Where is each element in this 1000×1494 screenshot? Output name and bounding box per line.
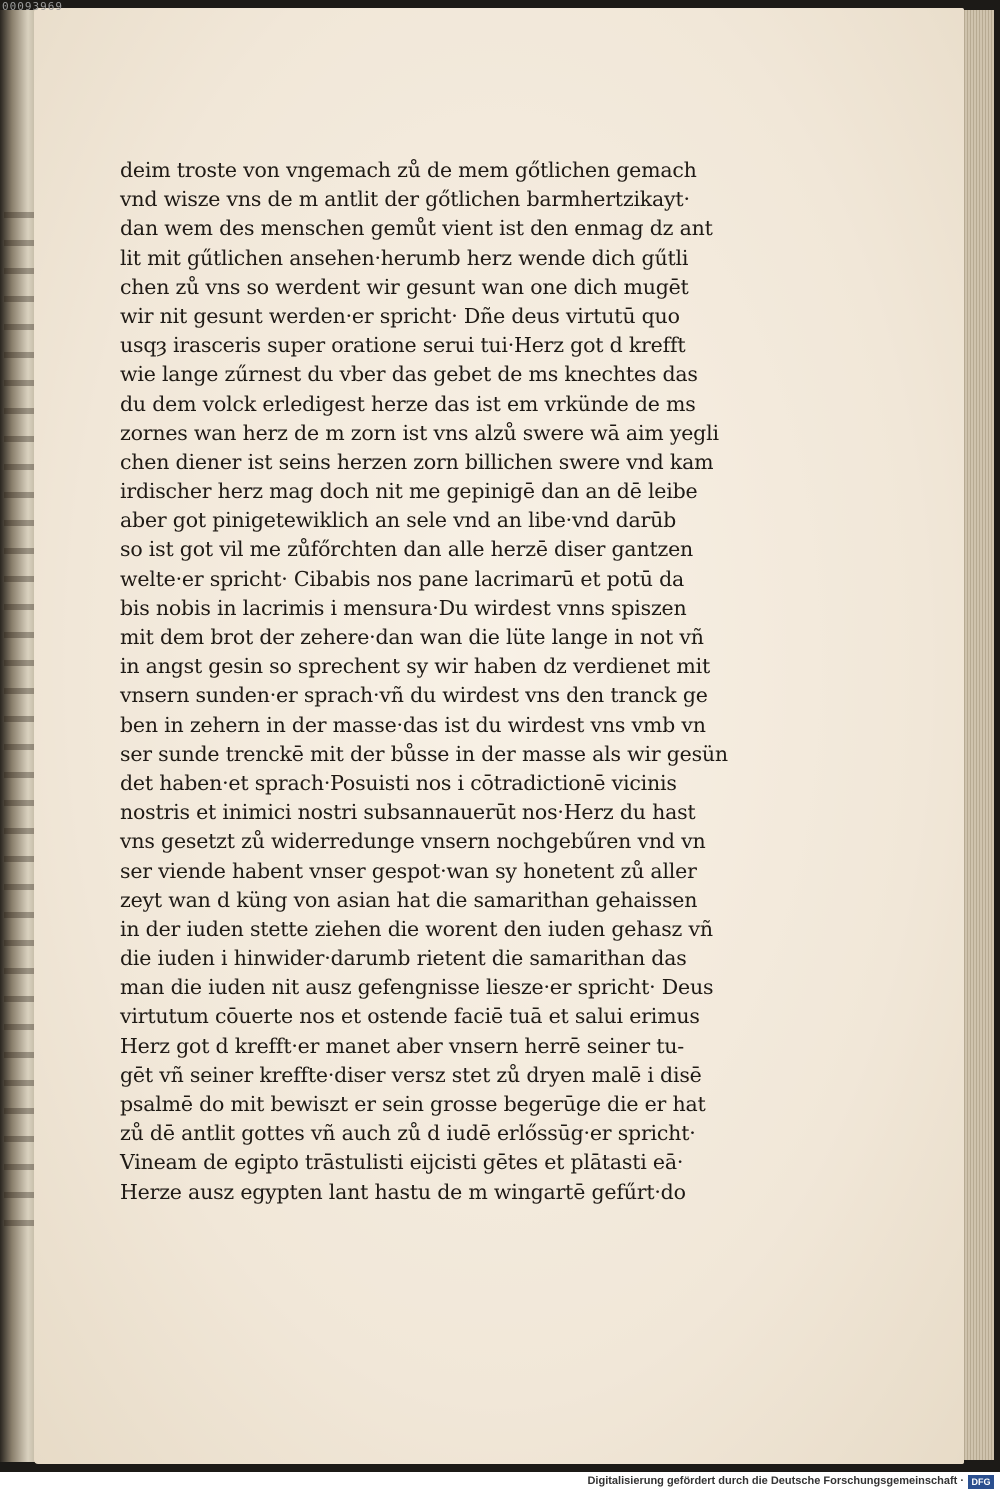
footer-bar — [0, 1472, 1000, 1494]
text-line: in der iuden stette ziehen die worent den iuden gehasz vñ — [120, 916, 713, 941]
text-line: zů dē antlit gottes vñ auch zů d iudē erlőssūg·er spricht· — [120, 1121, 696, 1146]
text-line: gēt vñ seiner kreffte·diser versz stet zů dryen malē i disē — [120, 1062, 702, 1087]
text-line: psalmē do mit bewiszt er sein grosse begerūge die er hat — [120, 1092, 706, 1116]
text-line: vns gesetzt zů widerredunge vnsern nochgebűren vnd vn — [120, 829, 706, 854]
text-line: ser viende habent vnser gespot·wan sy honetent zů aller — [120, 858, 697, 883]
text-line: welte·er spricht· Cibabis nos pane lacrimarū et potū da — [120, 566, 685, 591]
text-line: ser sunde trenckē mit der bůsse in der masse als wir gesün — [120, 741, 728, 766]
text-line: vnd wisze vns de m antlit der gőtlichen barmhertzikayt· — [120, 187, 690, 212]
text-line: Vineam de egipto trāstulisti eijcisti gētes et plātasti eā· — [120, 1150, 684, 1175]
text-line: du dem volck erledigest herze das ist em vrkünde de ms — [120, 391, 696, 416]
text-line: virtutum cōuerte nos et ostende faciē tuā et salui erimus — [120, 1004, 700, 1029]
text-line: zornes wan herz de m zorn ist vns alzů swere wā aim yegli — [120, 420, 719, 445]
text-line: man die iuden nit ausz gefengnisse liesze·er spricht· Deus — [120, 975, 714, 1000]
text-line: mit dem brot der zehere·dan wan die lüte lange in not vñ — [120, 625, 704, 649]
text-line: nostris et inimici nostri subsannauerūt nos·Herz du hast — [120, 800, 696, 825]
text-line: ben in zehern in der masse·das ist du wirdest vns vmb vn — [120, 712, 706, 737]
text-line: die iuden i hinwider·darumb rietent die samarithan das — [120, 946, 687, 971]
text-line: zeyt wan d küng von asian hat die samarithan gehaissen — [120, 887, 698, 912]
page-block-edges — [962, 10, 994, 1460]
text-line: dan wem des menschen gemůt vient ist den enmag dz ant — [120, 216, 713, 241]
text-line: vnsern sunden·er sprach·vñ du wirdest vns den tranck ge — [120, 683, 708, 708]
incunable-text-block — [120, 156, 760, 1207]
text-line: Herze ausz egypten lant hastu de m wingartē gefűrt·do — [120, 1179, 686, 1204]
text-line: chen diener ist seins herzen zorn billichen swere vnd kam — [120, 449, 714, 474]
text-line: so ist got vil me zůfőrchten dan alle herzē diser gantzen — [120, 537, 694, 562]
text-line: det haben·et sprach·Posuisti nos i cōtradictionē vicinis — [120, 770, 677, 795]
text-line: usqȝ irasceris super oratione serui tui·Herz got d krefft — [120, 333, 686, 358]
previous-page-text-fragments — [4, 190, 34, 1240]
text-line: wir nit gesunt werden·er spricht· Dñe deus virtutū quo — [120, 303, 680, 328]
text-line: in angst gesin so sprechent sy wir haben dz verdienet mit — [120, 654, 710, 679]
printed-page — [34, 8, 964, 1464]
text-line: bis nobis in lacrimis i mensura·Du wirdest vnns spiszen — [120, 595, 687, 620]
text-line: wie lange zűrnest du vber das gebet de ms knechtes das — [120, 362, 698, 387]
text-line: Herz got d krefft·er manet aber vnsern herrē seiner tu- — [120, 1033, 685, 1058]
text-line: deim troste von vngemach zů de mem gőtlichen gemach — [120, 158, 697, 182]
text-line: chen zů vns so werdent wir gesunt wan one dich mugēt — [120, 274, 689, 299]
text-line: lit mit gűtlichen ansehen·herumb herz wende dich gűtli — [120, 245, 689, 270]
text-line: aber got pinigetewiklich an sele vnd an libe·vnd darūb — [120, 508, 677, 533]
text-line: irdischer herz mag doch nit me gepinigē dan an dē leibe — [120, 479, 698, 504]
scan-id-label: 00093969 — [2, 0, 63, 13]
dfg-logo: DFG — [968, 1475, 994, 1489]
funding-credit: Digitalisierung gefördert durch die Deutsche Forschungsgemeinschaft · — [587, 1475, 964, 1487]
